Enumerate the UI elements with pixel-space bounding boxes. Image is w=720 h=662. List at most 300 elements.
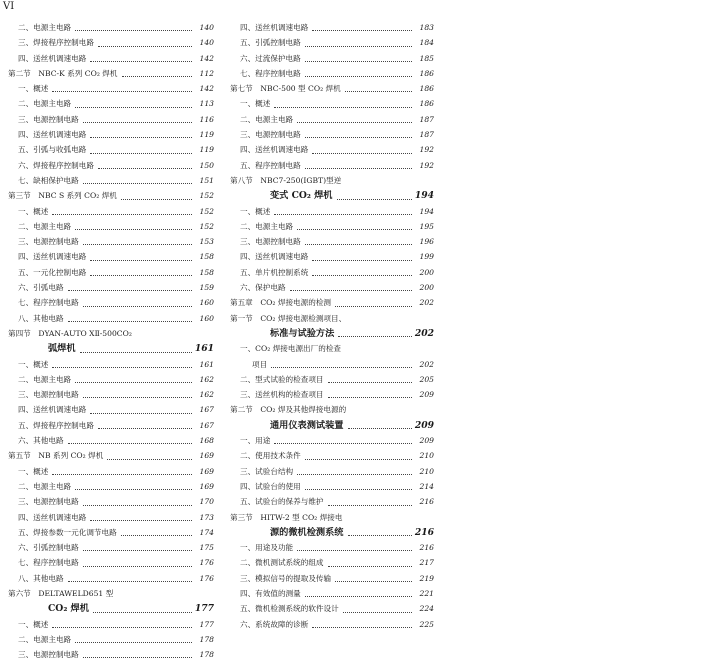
toc-entry-title: 四、送丝机调速电路 — [18, 512, 87, 522]
toc-entry-title: 七、程序控制电路 — [18, 558, 79, 568]
dot-leader — [328, 397, 412, 398]
toc-entry-title: 一、概述 — [18, 359, 49, 369]
toc-entry-page: 200 — [418, 280, 435, 295]
dot-leader — [305, 61, 412, 62]
toc-entry-page: 169 — [198, 464, 215, 479]
dot-leader — [83, 566, 192, 567]
dot-leader — [83, 122, 192, 123]
dot-leader — [305, 489, 412, 490]
dot-leader — [297, 474, 412, 475]
toc-entry — [230, 494, 434, 509]
toc-entry-page: 219 — [418, 571, 435, 586]
toc-entry-title: 六、过流保护电路 — [240, 53, 301, 63]
dot-leader — [305, 244, 412, 245]
toc-entry — [230, 204, 434, 219]
toc-entry — [230, 555, 434, 570]
toc-entry-title: 二、电源主电路 — [18, 634, 72, 644]
toc-entry-page: 186 — [418, 66, 435, 81]
toc-entry-title: 五、程序控制电路 — [240, 160, 301, 170]
toc-entry-title: 二、电源主电路 — [18, 23, 72, 32]
dot-leader — [328, 505, 412, 506]
dot-leader — [83, 244, 192, 245]
toc-entry-title: 项目 — [252, 359, 268, 369]
dot-leader — [52, 91, 192, 92]
toc-entry — [8, 448, 214, 463]
toc-entry — [8, 112, 214, 127]
toc-entry — [230, 112, 434, 127]
dot-leader — [305, 46, 412, 47]
toc-entry — [230, 265, 434, 280]
dot-leader — [312, 627, 412, 628]
toc-entry-page: 119 — [198, 127, 215, 142]
toc-entry — [8, 188, 214, 203]
dot-leader — [290, 290, 412, 291]
toc-entry — [230, 525, 434, 540]
toc-entry — [230, 326, 434, 341]
dot-leader — [75, 107, 192, 108]
toc-entry-page: 142 — [198, 81, 215, 96]
dot-leader — [312, 275, 412, 276]
dot-leader — [305, 168, 412, 169]
dot-leader — [52, 214, 192, 215]
toc-entry-title: 一、概述 — [18, 619, 49, 629]
toc-entry-title: 二、使用技术条件 — [240, 451, 301, 461]
toc-entry-page: 209 — [418, 433, 435, 448]
toc-entry-page: 178 — [198, 647, 215, 662]
toc-entry-page: 169 — [198, 448, 215, 463]
toc-entry-title: 七、缺相保护电路 — [18, 175, 79, 185]
dot-leader — [75, 642, 192, 643]
toc-entry-title: 第二节 NBC-K 系列 CO₂ 焊机 — [8, 68, 118, 78]
toc-entry-title: 第四节 DYAN-AUTO XⅡ-500CO₂ — [8, 328, 132, 338]
toc-entry-title: 二、电源主电路 — [18, 221, 72, 231]
toc-entry-title: 三、模拟信号的提取及传输 — [240, 573, 332, 583]
toc-entry-title: 一、概述 — [18, 466, 49, 476]
toc-entry-page: 152 — [198, 204, 215, 219]
toc-entry — [230, 586, 434, 601]
dot-leader — [121, 535, 192, 536]
dot-leader — [98, 428, 192, 429]
toc-entry-title: 第二节 CO₂ 焊及其他焊接电源的 — [230, 405, 347, 415]
toc-entry-title: 第六节 DELTAWELD651 型 — [8, 588, 114, 598]
dot-leader — [52, 627, 192, 628]
toc-entry-page: 174 — [198, 525, 215, 540]
dot-leader — [122, 76, 192, 77]
toc-entry-page: 162 — [198, 372, 215, 387]
dot-leader — [90, 413, 192, 414]
toc-entry — [8, 295, 214, 310]
toc-entry-page: 199 — [418, 249, 435, 264]
toc-entry-title: 弧焊机 — [48, 343, 76, 355]
dot-leader — [297, 122, 412, 123]
toc-entry — [8, 357, 214, 372]
toc-entry — [8, 555, 214, 570]
toc-entry-title: 六、系统故障的诊断 — [240, 619, 309, 629]
toc-entry-page: 167 — [198, 402, 215, 417]
toc-entry — [230, 448, 434, 463]
toc-entry-title: 一、概述 — [18, 206, 49, 216]
toc-entry-title: 第五节 NB 系列 CO₂ 焊机 — [8, 451, 104, 461]
toc-entry — [230, 219, 434, 234]
dot-leader — [75, 229, 192, 230]
dot-leader — [305, 137, 412, 138]
toc-entry — [230, 418, 434, 433]
toc-entry-page: 167 — [198, 418, 215, 433]
toc-entry-page: 161 — [198, 357, 215, 372]
toc-entry-page: 186 — [418, 81, 435, 96]
toc-entry-title: 七、程序控制电路 — [240, 68, 301, 78]
toc-right-column — [230, 20, 434, 632]
toc-entry-page: 150 — [198, 158, 215, 173]
toc-left-column — [8, 20, 214, 662]
toc-entry-page: 160 — [198, 311, 215, 326]
toc-entry-title: 第一节 CO₂ 焊接电源检测项目、 — [230, 313, 347, 323]
toc-entry-page: 192 — [418, 158, 435, 173]
toc-entry-title: 第三节 NBC S 系列 CO₂ 焊机 — [8, 191, 117, 201]
toc-entry-title: 第三节 HITW-2 型 CO₂ 焊接电 — [230, 512, 343, 522]
toc-entry-page: 173 — [198, 510, 215, 525]
toc-entry-page: 170 — [198, 494, 215, 509]
toc-entry — [230, 51, 434, 66]
dot-leader — [68, 290, 192, 291]
dot-leader — [343, 612, 412, 613]
dot-leader — [83, 183, 192, 184]
dot-leader — [107, 459, 192, 460]
toc-entry — [230, 280, 434, 295]
toc-entry-page: 158 — [198, 265, 215, 280]
dot-leader — [83, 397, 192, 398]
toc-entry-title: 一、概述 — [240, 206, 271, 216]
toc-entry — [230, 295, 434, 310]
toc-entry-title: 三、试验台结构 — [240, 466, 294, 476]
toc-entry-page: 116 — [198, 112, 215, 127]
dot-leader — [90, 61, 192, 62]
toc-entry-title: 二、型式试验的检查项目 — [240, 374, 324, 384]
toc-entry-title: 五、引弧控制电路 — [240, 38, 301, 48]
toc-entry — [230, 249, 434, 264]
toc-entry-page: 196 — [418, 234, 435, 249]
toc-entry — [8, 204, 214, 219]
dot-leader — [345, 91, 412, 92]
toc-entry — [8, 586, 214, 601]
toc-entry-page: 162 — [198, 387, 215, 402]
toc-entry — [230, 464, 434, 479]
toc-entry-title: 三、电源控制电路 — [240, 130, 301, 140]
toc-entry-title: 第八节 NBC7-250(IGBT)型逆 — [230, 175, 342, 185]
dot-leader — [68, 581, 192, 582]
dot-leader — [335, 306, 412, 307]
toc-entry-page: 175 — [198, 540, 215, 555]
toc-entry-title: 四、试验台的使用 — [240, 481, 301, 491]
toc-entry-page: 184 — [418, 35, 435, 50]
toc-entry-title: 五、试验台的保养与维护 — [240, 497, 324, 507]
toc-entry-title: 六、其他电路 — [18, 436, 64, 446]
toc-entry — [8, 540, 214, 555]
dot-leader — [93, 612, 192, 613]
dot-leader — [348, 535, 412, 536]
toc-entry-page: 185 — [418, 51, 435, 66]
toc-entry — [230, 617, 434, 632]
toc-entry-title: 源的微机检测系统 — [270, 526, 344, 538]
toc-entry-title: 五、焊接程序控制电路 — [18, 420, 94, 430]
dot-leader — [297, 229, 412, 230]
toc-entry-page: 177 — [193, 601, 214, 616]
toc-entry-title: CO₂ 焊机 — [48, 603, 89, 615]
toc-entry-page: 187 — [418, 127, 435, 142]
toc-entry — [230, 357, 434, 372]
dot-leader — [305, 459, 412, 460]
toc-entry-page: 151 — [198, 173, 215, 188]
toc-entry — [230, 311, 434, 326]
toc-entry-title: 三、送丝机构的检查项目 — [240, 390, 324, 400]
dot-leader — [75, 489, 192, 490]
toc-entry-title: 五、引弧与收弧电路 — [18, 145, 87, 155]
toc-entry — [230, 341, 434, 356]
toc-entry-page: 217 — [418, 555, 435, 570]
toc-entry — [8, 433, 214, 448]
toc-entry — [230, 402, 434, 417]
toc-entry-title: 一、概述 — [18, 84, 49, 94]
toc-entry-title: 四、有效值的测量 — [240, 588, 301, 598]
dot-leader — [312, 30, 412, 31]
toc-entry-page: 194 — [418, 204, 435, 219]
toc-entry-page: 187 — [418, 112, 435, 127]
toc-entry — [8, 372, 214, 387]
dot-leader — [52, 367, 192, 368]
toc-entry — [8, 387, 214, 402]
toc-entry — [8, 234, 214, 249]
toc-entry — [230, 96, 434, 111]
toc-entry-page: 153 — [198, 234, 215, 249]
toc-entry — [8, 173, 214, 188]
dot-leader — [121, 199, 192, 200]
toc-entry — [8, 601, 214, 616]
toc-entry — [8, 96, 214, 111]
toc-entry-page: 161 — [193, 341, 214, 356]
toc-entry — [8, 632, 214, 647]
toc-entry-title: 四、送丝机调速电路 — [240, 145, 309, 155]
toc-entry-page: 224 — [418, 601, 435, 616]
toc-entry — [230, 142, 434, 157]
toc-entry-title: 六、焊接程序控制电路 — [18, 160, 94, 170]
toc-entry — [8, 464, 214, 479]
toc-entry — [8, 510, 214, 525]
toc-entry-title: 二、电源主电路 — [240, 114, 294, 124]
toc-entry — [8, 617, 214, 632]
toc-entry-title: 四、送丝机调速电路 — [18, 130, 87, 140]
toc-entry-page: 209 — [418, 387, 435, 402]
dot-leader — [75, 30, 192, 31]
toc-entry-title: 四、送丝机调速电路 — [18, 252, 87, 262]
toc-entry-page: 152 — [198, 188, 215, 203]
dot-leader — [83, 550, 192, 551]
toc-entry — [8, 326, 214, 341]
dot-leader — [274, 443, 412, 444]
dot-leader — [83, 306, 192, 307]
toc-entry — [8, 280, 214, 295]
toc-entry-page: 209 — [413, 418, 434, 433]
dot-leader — [80, 352, 192, 353]
toc-entry — [8, 402, 214, 417]
dot-leader — [83, 505, 192, 506]
toc-entry-title: 变式 CO₂ 焊机 — [270, 190, 333, 202]
toc-entry-title: 一、用途及功能 — [240, 543, 294, 553]
toc-entry-page: 192 — [418, 142, 435, 157]
toc-entry-page: 202 — [418, 295, 435, 310]
dot-leader — [98, 168, 192, 169]
toc-entry-title: 二、电源主电路 — [240, 221, 294, 231]
dot-leader — [348, 428, 412, 429]
toc-entry — [8, 571, 214, 586]
toc-entry-title: 六、保护电路 — [240, 283, 286, 293]
toc-entry — [8, 142, 214, 157]
dot-leader — [338, 336, 412, 337]
toc-entry — [230, 510, 434, 525]
toc-entry — [230, 601, 434, 616]
toc-entry-page: 176 — [198, 555, 215, 570]
toc-entry — [230, 173, 434, 188]
toc-entry-title: 三、电源控制电路 — [18, 114, 79, 124]
toc-entry-title: 第七节 NBC-500 型 CO₂ 焊机 — [230, 84, 341, 94]
toc-entry-page: 177 — [198, 617, 215, 632]
toc-entry-title: 三、电源控制电路 — [18, 390, 79, 400]
toc-entry — [8, 494, 214, 509]
dot-leader — [271, 367, 412, 368]
toc-entry — [8, 20, 214, 35]
toc-entry-title: 二、微机测试系统的组成 — [240, 558, 324, 568]
toc-entry-title: 二、电源主电路 — [18, 481, 72, 491]
toc-entry — [230, 433, 434, 448]
toc-entry — [230, 35, 434, 50]
dot-leader — [337, 199, 412, 200]
toc-entry-title: 五、微机检测系统的软件设计 — [240, 604, 339, 614]
dot-leader — [305, 596, 412, 597]
toc-entry — [230, 20, 434, 35]
dot-leader — [90, 137, 192, 138]
toc-entry-page: 160 — [198, 295, 215, 310]
dot-leader — [68, 443, 192, 444]
toc-entry-title: 通用仪表测试装置 — [270, 419, 344, 431]
toc-entry-title: 一、用途 — [240, 436, 271, 446]
toc-entry-page: 112 — [198, 66, 215, 81]
dot-leader — [90, 520, 192, 521]
dot-leader — [328, 566, 412, 567]
toc-entry — [8, 479, 214, 494]
toc-entry — [230, 479, 434, 494]
toc-entry — [230, 158, 434, 173]
toc-entry — [230, 387, 434, 402]
dot-leader — [312, 260, 412, 261]
toc-entry-page: 205 — [418, 372, 435, 387]
toc-entry — [230, 372, 434, 387]
toc-entry-title: 七、程序控制电路 — [18, 298, 79, 308]
toc-entry-page: 216 — [418, 494, 435, 509]
toc-entry-page: 168 — [198, 433, 215, 448]
toc-entry-title: 标准与试验方法 — [270, 327, 335, 339]
dot-leader — [274, 214, 412, 215]
toc-entry-page: 200 — [418, 265, 435, 280]
toc-entry — [8, 51, 214, 66]
toc-entry — [8, 647, 214, 662]
dot-leader — [305, 76, 412, 77]
toc-entry-page: 159 — [198, 280, 215, 295]
toc-entry-page: 216 — [418, 540, 435, 555]
toc-entry-title: 四、送丝机调速电路 — [18, 53, 87, 63]
toc-entry-page: 169 — [198, 479, 215, 494]
toc-entry-title: 二、电源主电路 — [18, 99, 72, 109]
toc-entry-page: 178 — [198, 632, 215, 647]
dot-leader — [90, 260, 192, 261]
toc-entry — [230, 81, 434, 96]
toc-entry-title: 六、引弧电路 — [18, 283, 64, 293]
toc-entry-title: 三、焊接程序控制电路 — [18, 38, 94, 48]
toc-entry — [8, 66, 214, 81]
dot-leader — [90, 153, 192, 154]
dot-leader — [52, 474, 192, 475]
toc-entry — [230, 127, 434, 142]
toc-entry-page: 140 — [198, 35, 215, 50]
toc-entry-page: 176 — [198, 571, 215, 586]
toc-entry-title: 二、电源主电路 — [18, 374, 72, 384]
toc-entry-page: 152 — [198, 219, 215, 234]
dot-leader — [274, 107, 412, 108]
toc-entry — [8, 81, 214, 96]
toc-entry-title: 五、一元化控制电路 — [18, 267, 87, 277]
dot-leader — [75, 382, 192, 383]
toc-entry — [230, 571, 434, 586]
toc-entry — [8, 127, 214, 142]
toc-entry-title: 三、电源控制电路 — [240, 237, 301, 247]
toc-entry — [8, 219, 214, 234]
toc-entry-page: 158 — [198, 249, 215, 264]
page-number: VI — [3, 1, 15, 12]
toc-entry-title: 第五章 CO₂ 焊接电源的检测 — [230, 298, 332, 308]
toc-entry-page: 194 — [413, 188, 434, 203]
toc-entry — [8, 265, 214, 280]
toc-entry-page: 186 — [418, 96, 435, 111]
toc-entry-page: 225 — [418, 617, 435, 632]
dot-leader — [312, 153, 412, 154]
toc-entry-title: 三、电源控制电路 — [18, 497, 79, 507]
toc-entry — [8, 35, 214, 50]
toc-entry — [8, 525, 214, 540]
toc-entry-title: 六、引弧控制电路 — [18, 543, 79, 553]
toc-entry-page: 113 — [198, 96, 215, 111]
toc-entry-title: 五、单片机控制系统 — [240, 267, 309, 277]
toc-entry-page: 210 — [418, 464, 435, 479]
dot-leader — [90, 275, 192, 276]
toc-entry-title: 三、电源控制电路 — [18, 650, 79, 660]
dot-leader — [328, 382, 412, 383]
toc-entry-title: 五、焊接参数一元化调节电路 — [18, 527, 117, 537]
toc-entry — [8, 418, 214, 433]
toc-entry — [8, 249, 214, 264]
toc-entry — [8, 341, 214, 356]
dot-leader — [83, 657, 192, 658]
dot-leader — [98, 46, 192, 47]
dot-leader — [335, 581, 412, 582]
dot-leader — [68, 321, 192, 322]
toc-entry-page: 214 — [418, 479, 435, 494]
dot-leader — [297, 550, 412, 551]
toc-entry-page: 195 — [418, 219, 435, 234]
toc-entry — [8, 311, 214, 326]
toc-entry-page: 202 — [418, 357, 435, 372]
toc-entry-page: 210 — [418, 448, 435, 463]
toc-entry — [230, 188, 434, 203]
toc-entry-title: 八、其他电路 — [18, 313, 64, 323]
toc-entry-title: 一、概述 — [240, 99, 271, 109]
